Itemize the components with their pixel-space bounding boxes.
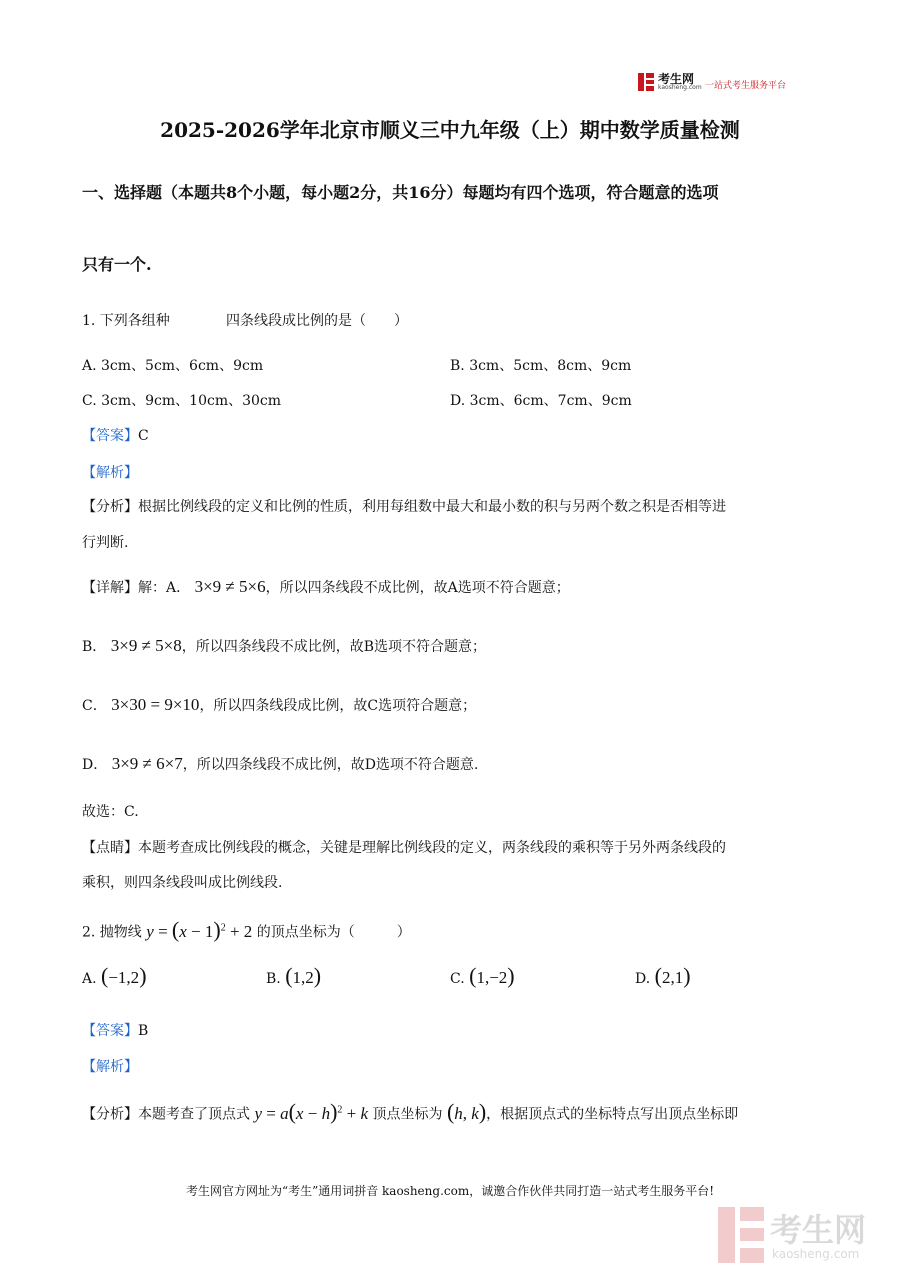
q2-stem-start: 2. 抛物线	[82, 924, 142, 941]
q1-detail-a	[82, 577, 570, 598]
q2-option-b: B. (1,2)	[266, 963, 322, 988]
q2-fenxi	[82, 1100, 738, 1125]
detail-label: 【详解】	[82, 580, 138, 596]
q1-stem-start: 1. 下列各组种	[82, 313, 170, 329]
comment-text: 本题考查成比例线段的概念，关键是理解比例线段的定义，两条线段的乘积等于另外两条线段的	[138, 840, 726, 856]
equation-a: 3×9 ≠ 5×6	[194, 577, 266, 596]
q1-detail-b	[82, 636, 486, 657]
comment-label: 【点睛】	[82, 840, 138, 856]
q2-option-d-value: 2,1	[661, 968, 684, 987]
vertex-form-formula: $y = a(x - h)^2 + k$	[254, 1098, 369, 1124]
q1-comment-line1	[82, 838, 726, 858]
fenxi-text-c: ，根据顶点式的坐标特点写出顶点坐标即	[486, 1106, 739, 1123]
detail-a-text: ，所以四条线段不成比例，故A选项不符合题意；	[265, 580, 570, 596]
answer-label: 【答案】	[82, 1023, 138, 1039]
detail-c-prefix: C．	[82, 698, 107, 714]
q2-answer	[82, 1021, 148, 1041]
q1-detail-c	[82, 695, 476, 716]
q2-option-a: A. (−1,2)	[82, 963, 147, 988]
q1-option-d: D. 3cm、6cm、7cm、9cm	[450, 393, 632, 409]
fenxi-text-a: 本题考查了顶点式	[138, 1106, 250, 1123]
q1-comment-line2: 乘积，则四条线段叫成比例线段.	[82, 875, 283, 891]
watermark	[718, 1205, 883, 1265]
detail-b-text: ，所以四条线段不成比例，故B选项不符合题意；	[181, 639, 487, 655]
fenxi-label: 【分析】	[82, 499, 138, 515]
q2-stem	[82, 918, 411, 943]
section-heading-line1: 一、选择题（本题共8个小题，每小题2分，共16分）每题均有四个选项，符合题意的选项	[82, 183, 719, 202]
watermark-logo-icon	[718, 1207, 764, 1263]
q2-option-d: D. (2,1)	[635, 963, 691, 988]
q2-option-c-label: C.	[450, 971, 465, 987]
q2-parabola-formula: $y = (x - 1)^2 + 2$	[146, 916, 253, 942]
q1-fenxi-line2: 行判断.	[82, 535, 129, 551]
q1-answer	[82, 426, 149, 446]
detail-d-prefix: D．	[82, 757, 108, 773]
q1-stem-end: 四条线段成比例的是（ ）	[226, 313, 408, 329]
q2-analysis-label: 【解析】	[82, 1059, 138, 1075]
fenxi-label: 【分析】	[82, 1106, 138, 1123]
answer-value: C	[138, 428, 149, 444]
q1-option-b: B. 3cm、5cm、8cm、9cm	[450, 358, 632, 374]
watermark-name: 考生网	[770, 1211, 867, 1249]
detail-c-text: ，所以四条线段成比例，故C选项符合题意；	[199, 698, 477, 714]
detail-prefix: 解：A．	[138, 580, 191, 596]
footer-text: 考生网官方网址为“考生”通用词拼音 kaosheng.com，诚邀合作伙伴共同打造一站式考生服务平台!	[185, 1184, 715, 1198]
equation-d: 3×9 ≠ 6×7	[111, 754, 183, 773]
q2-stem-end: 的顶点坐标为（ ）	[256, 924, 411, 941]
equation-b: 3×9 ≠ 5×8	[110, 636, 182, 655]
section-heading-line2: 只有一个.	[82, 255, 152, 274]
answer-value: B	[138, 1023, 149, 1039]
equation-c: 3×30 = 9×10	[111, 695, 200, 714]
answer-label: 【答案】	[82, 428, 138, 444]
q2-option-c: C. (1,−2)	[450, 963, 515, 988]
q1-choose: 故选：C.	[82, 804, 139, 820]
logo-slogan: 一站式考生服务平台	[705, 81, 787, 91]
logo-name: 考生网	[658, 72, 695, 86]
watermark-domain: kaosheng.com	[772, 1247, 860, 1261]
logo-mark-icon	[638, 73, 654, 91]
q1-option-c: C. 3cm、9cm、10cm、30cm	[82, 393, 282, 409]
q1-analysis-label: 【解析】	[82, 465, 138, 481]
q1-option-a: A. 3cm、5cm、6cm、9cm	[82, 358, 264, 374]
q2-option-a-label: A.	[82, 971, 97, 987]
fenxi-text-b: 顶点坐标为	[372, 1106, 443, 1123]
vertex-coordinate: (h, k)	[446, 1098, 487, 1124]
q2-option-d-label: D.	[635, 971, 651, 987]
detail-b-prefix: B．	[82, 639, 107, 655]
q1-detail-d	[82, 754, 478, 775]
detail-d-text: ，所以四条线段不成比例，故D选项不符合题意.	[182, 757, 479, 773]
fenxi-text: 根据比例线段的定义和比例的性质，利用每组数中最大和最小数的积与另两个数之积是否相等进	[138, 499, 726, 515]
q2-option-b-label: B.	[266, 971, 281, 987]
q2-option-c-value: 1,−2	[476, 968, 508, 987]
logo-domain: kaosheng.com	[658, 84, 702, 91]
q1-fenxi-line1	[82, 497, 726, 517]
q2-option-b-value: 1,2	[292, 968, 314, 987]
q2-option-a-value: −1,2	[108, 968, 140, 987]
page-title: 2025-2026学年北京市顺义三中九年级（上）期中数学质量检测	[160, 118, 740, 142]
